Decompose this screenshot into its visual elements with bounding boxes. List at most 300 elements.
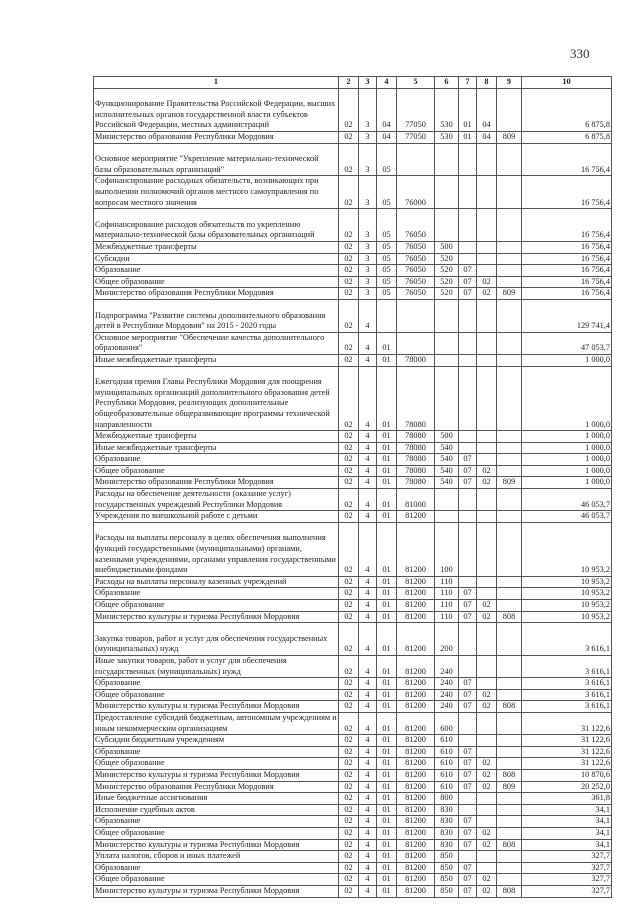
code-cell: 01 (377, 874, 397, 886)
code-cell: 81200 (397, 746, 435, 758)
code-cell (497, 588, 522, 600)
table-row (94, 781, 612, 793)
code-cell: 850 (435, 851, 459, 863)
code-cell: 3 (359, 265, 377, 277)
page-number: 330 (570, 46, 590, 61)
row-name-cell: Министерство образования Республики Мордовия (94, 131, 339, 143)
amount-cell: 327,7 (522, 862, 612, 874)
code-cell: 78080 (397, 442, 435, 454)
code-cell (459, 656, 477, 678)
code-cell: 81000 (397, 489, 435, 511)
table-row (94, 735, 612, 747)
code-cell: 01 (377, 735, 397, 747)
amount-cell: 327,7 (522, 885, 612, 897)
table-row (94, 885, 612, 897)
code-cell: 81200 (397, 689, 435, 701)
code-cell (459, 431, 477, 443)
code-cell (459, 354, 477, 366)
code-cell: 4 (359, 701, 377, 713)
code-cell (459, 511, 477, 523)
table-row (94, 851, 612, 863)
row-name-cell: Основное мероприятие "Обеспечение качества дополнительного образования" (94, 332, 339, 354)
code-cell (497, 176, 522, 209)
code-cell: 610 (435, 746, 459, 758)
table-row (94, 576, 612, 588)
amount-cell: 31 122,6 (522, 758, 612, 770)
table-row (94, 489, 612, 511)
code-cell: 240 (435, 701, 459, 713)
code-cell: 07 (459, 689, 477, 701)
code-cell: 01 (377, 489, 397, 511)
amount-cell: 6 875,8 (522, 131, 612, 143)
table-row (94, 713, 612, 735)
code-cell (477, 366, 497, 431)
amount-cell: 16 756,4 (522, 176, 612, 209)
row-name-cell: Министерство культуры и туризма Республики Мордовия (94, 885, 339, 897)
code-cell: 4 (359, 793, 377, 805)
code-cell: 76050 (397, 209, 435, 242)
code-cell: 4 (359, 746, 377, 758)
code-cell: 02 (477, 611, 497, 623)
code-cell (435, 354, 459, 366)
code-cell: 4 (359, 885, 377, 897)
code-cell (435, 176, 459, 209)
code-cell: 04 (477, 88, 497, 131)
code-cell: 808 (497, 769, 522, 781)
amount-cell: 361,8 (522, 793, 612, 805)
code-cell: 81200 (397, 623, 435, 656)
code-cell: 02 (339, 862, 359, 874)
table-row (94, 758, 612, 770)
code-cell: 540 (435, 477, 459, 489)
code-cell: 78080 (397, 366, 435, 431)
code-cell: 4 (359, 442, 377, 454)
code-cell: 02 (339, 623, 359, 656)
code-cell: 01 (377, 816, 397, 828)
table-row (94, 827, 612, 839)
code-cell: 81200 (397, 511, 435, 523)
code-cell: 808 (497, 611, 522, 623)
code-cell: 07 (459, 781, 477, 793)
row-name-cell: Иные межбюджетные трансферты (94, 354, 339, 366)
row-name-cell: Расходы на выплаты персоналу казенных учреждений (94, 576, 339, 588)
code-cell (497, 465, 522, 477)
table-row (94, 656, 612, 678)
table-row (94, 265, 612, 277)
code-cell: 81200 (397, 874, 435, 886)
code-cell: 01 (377, 588, 397, 600)
amount-cell: 327,7 (522, 874, 612, 886)
amount-cell: 34,1 (522, 839, 612, 851)
code-cell: 110 (435, 576, 459, 588)
code-cell: 01 (377, 678, 397, 690)
code-cell (497, 862, 522, 874)
code-cell: 3 (359, 276, 377, 288)
code-cell (497, 88, 522, 131)
table-row (94, 465, 612, 477)
table-row (94, 793, 612, 805)
code-cell (497, 600, 522, 612)
code-cell: 76050 (397, 265, 435, 277)
code-cell: 4 (359, 354, 377, 366)
code-cell: 81200 (397, 758, 435, 770)
code-cell (497, 454, 522, 466)
code-cell: 02 (339, 781, 359, 793)
row-name-cell: Общее образование (94, 758, 339, 770)
code-cell: 07 (459, 746, 477, 758)
code-cell: 02 (339, 366, 359, 431)
amount-cell: 10 953,2 (522, 522, 612, 576)
code-cell: 520 (435, 288, 459, 300)
code-cell: 07 (459, 477, 477, 489)
code-cell (497, 442, 522, 454)
code-cell (497, 804, 522, 816)
code-cell: 4 (359, 332, 377, 354)
code-cell: 530 (435, 88, 459, 131)
code-cell: 01 (459, 88, 477, 131)
code-cell: 02 (339, 442, 359, 454)
amount-cell: 16 756,4 (522, 288, 612, 300)
code-cell: 3 (359, 241, 377, 253)
amount-cell: 46 053,7 (522, 489, 612, 511)
code-cell: 4 (359, 454, 377, 466)
row-name-cell: Софинансирование расходных обязательств, возникающих при выполнении полномочий органов местного самоуправления по вопросам местного значения (94, 176, 339, 209)
row-name-cell: Образование (94, 454, 339, 466)
code-cell: 02 (339, 746, 359, 758)
code-cell: 07 (459, 874, 477, 886)
amount-cell: 16 756,4 (522, 253, 612, 265)
row-name-cell: Министерство культуры и туризма Республики Мордовия (94, 839, 339, 851)
code-cell: 4 (359, 862, 377, 874)
table-row (94, 431, 612, 443)
code-cell: 808 (497, 701, 522, 713)
row-name-cell: Основное мероприятие "Укрепление материально-технической базы образовательных организаций" (94, 143, 339, 176)
code-cell: 01 (377, 576, 397, 588)
code-cell: 02 (339, 477, 359, 489)
row-name-cell: Иные бюджетные ассигнования (94, 793, 339, 805)
table-row (94, 746, 612, 758)
code-cell: 808 (497, 839, 522, 851)
code-cell: 02 (477, 874, 497, 886)
code-cell (477, 735, 497, 747)
amount-cell: 129 741,4 (522, 299, 612, 332)
amount-cell: 327,7 (522, 851, 612, 863)
row-name-cell: Общее образование (94, 689, 339, 701)
code-cell: 520 (435, 265, 459, 277)
row-name-cell: Министерство культуры и туризма Республики Мордовия (94, 701, 339, 713)
code-cell: 02 (477, 769, 497, 781)
code-cell: 02 (477, 276, 497, 288)
code-cell: 110 (435, 600, 459, 612)
code-cell (477, 332, 497, 354)
table-row (94, 588, 612, 600)
code-cell (477, 299, 497, 332)
code-cell (477, 678, 497, 690)
table-row (94, 701, 612, 713)
code-cell: 02 (339, 143, 359, 176)
row-name-cell: Иные межбюджетные трансферты (94, 442, 339, 454)
code-cell (477, 442, 497, 454)
amount-cell: 31 122,6 (522, 746, 612, 758)
code-cell (435, 143, 459, 176)
code-cell: 02 (477, 758, 497, 770)
column-header: 3 (359, 77, 377, 89)
code-cell: 78000 (397, 354, 435, 366)
code-cell: 02 (339, 131, 359, 143)
code-cell: 4 (359, 522, 377, 576)
code-cell: 76050 (397, 276, 435, 288)
code-cell: 77050 (397, 88, 435, 131)
code-cell: 76050 (397, 253, 435, 265)
code-cell: 02 (339, 769, 359, 781)
code-cell (477, 713, 497, 735)
code-cell: 4 (359, 758, 377, 770)
code-cell (497, 851, 522, 863)
code-cell: 110 (435, 588, 459, 600)
row-name-cell: Субсидии бюджетным учреждениям (94, 735, 339, 747)
code-cell: 81200 (397, 781, 435, 793)
code-cell: 02 (339, 253, 359, 265)
table-row (94, 769, 612, 781)
code-cell: 02 (477, 781, 497, 793)
table-row (94, 600, 612, 612)
code-cell: 04 (377, 88, 397, 131)
amount-cell: 10 953,2 (522, 611, 612, 623)
code-cell: 02 (339, 611, 359, 623)
code-cell: 520 (435, 276, 459, 288)
table-row (94, 804, 612, 816)
code-cell: 809 (497, 288, 522, 300)
code-cell: 01 (377, 885, 397, 897)
amount-cell: 31 122,6 (522, 735, 612, 747)
code-cell: 02 (339, 288, 359, 300)
row-name-cell: Общее образование (94, 827, 339, 839)
row-name-cell: Образование (94, 816, 339, 828)
code-cell: 02 (339, 489, 359, 511)
code-cell: 01 (377, 354, 397, 366)
code-cell: 3 (359, 253, 377, 265)
code-cell: 610 (435, 769, 459, 781)
code-cell: 540 (435, 465, 459, 477)
amount-cell: 10 870,6 (522, 769, 612, 781)
code-cell: 850 (435, 885, 459, 897)
code-cell: 4 (359, 769, 377, 781)
code-cell (477, 793, 497, 805)
code-cell (459, 735, 477, 747)
row-name-cell: Министерство образования Республики Мордовия (94, 781, 339, 793)
table-row (94, 332, 612, 354)
amount-cell: 3 616,1 (522, 656, 612, 678)
code-cell: 4 (359, 576, 377, 588)
code-cell: 01 (377, 656, 397, 678)
column-header: 1 (94, 77, 339, 89)
code-cell: 78080 (397, 465, 435, 477)
code-cell: 81200 (397, 862, 435, 874)
amount-cell: 31 122,6 (522, 713, 612, 735)
table-row (94, 611, 612, 623)
code-cell (397, 299, 435, 332)
code-cell: 3 (359, 176, 377, 209)
table-row (94, 288, 612, 300)
code-cell: 07 (459, 758, 477, 770)
code-cell: 05 (377, 241, 397, 253)
row-name-cell: Образование (94, 678, 339, 690)
row-name-cell: Уплата налогов, сборов и иных платежей (94, 851, 339, 863)
code-cell: 05 (377, 143, 397, 176)
code-cell (459, 522, 477, 576)
code-cell: 01 (377, 332, 397, 354)
code-cell: 76050 (397, 241, 435, 253)
column-header: 4 (377, 77, 397, 89)
code-cell: 02 (477, 600, 497, 612)
table-row (94, 522, 612, 576)
code-cell (397, 332, 435, 354)
code-cell (477, 241, 497, 253)
table-row (94, 276, 612, 288)
code-cell (497, 746, 522, 758)
code-cell (477, 576, 497, 588)
amount-cell: 47 053,7 (522, 332, 612, 354)
row-name-cell: Функционирование Правительства Российской Федерации, высших исполнительных органов государственной власти субъектов Российской Федерации, местных администраций (94, 88, 339, 131)
code-cell (459, 713, 477, 735)
amount-cell: 34,1 (522, 827, 612, 839)
code-cell (497, 735, 522, 747)
code-cell: 07 (459, 769, 477, 781)
code-cell: 02 (477, 465, 497, 477)
code-cell (477, 522, 497, 576)
code-cell: 01 (377, 431, 397, 443)
amount-cell: 1 000,0 (522, 442, 612, 454)
row-name-cell: Общее образование (94, 874, 339, 886)
code-cell: 78080 (397, 477, 435, 489)
table-row (94, 689, 612, 701)
code-cell: 07 (459, 862, 477, 874)
code-cell: 02 (339, 176, 359, 209)
code-cell: 02 (477, 689, 497, 701)
code-cell: 830 (435, 827, 459, 839)
code-cell: 02 (339, 454, 359, 466)
code-cell: 07 (459, 288, 477, 300)
code-cell: 02 (339, 839, 359, 851)
code-cell (459, 366, 477, 431)
code-cell: 02 (339, 431, 359, 443)
code-cell (497, 276, 522, 288)
code-cell: 01 (377, 366, 397, 431)
code-cell: 4 (359, 678, 377, 690)
code-cell: 01 (377, 454, 397, 466)
code-cell: 01 (377, 600, 397, 612)
code-cell: 81200 (397, 678, 435, 690)
amount-cell: 1 000,0 (522, 366, 612, 431)
amount-cell: 10 953,2 (522, 588, 612, 600)
code-cell: 600 (435, 713, 459, 735)
row-name-cell: Образование (94, 588, 339, 600)
code-cell: 830 (435, 816, 459, 828)
code-cell (459, 442, 477, 454)
code-cell: 07 (459, 276, 477, 288)
code-cell: 4 (359, 735, 377, 747)
code-cell (435, 366, 459, 431)
code-cell: 4 (359, 839, 377, 851)
code-cell: 4 (359, 713, 377, 735)
column-header: 6 (435, 77, 459, 89)
code-cell: 81200 (397, 885, 435, 897)
code-cell: 4 (359, 816, 377, 828)
code-cell: 07 (459, 600, 477, 612)
row-name-cell: Министерство образования Республики Мордовия (94, 288, 339, 300)
code-cell: 01 (377, 477, 397, 489)
code-cell: 610 (435, 735, 459, 747)
amount-cell: 3 616,1 (522, 701, 612, 713)
code-cell (459, 332, 477, 354)
table-header-row (94, 77, 612, 89)
code-cell: 02 (339, 793, 359, 805)
code-cell (459, 241, 477, 253)
code-cell: 76050 (397, 288, 435, 300)
code-cell: 02 (477, 885, 497, 897)
code-cell: 81200 (397, 522, 435, 576)
code-cell: 240 (435, 656, 459, 678)
code-cell: 02 (339, 816, 359, 828)
code-cell (497, 758, 522, 770)
code-cell: 4 (359, 366, 377, 431)
row-name-cell: Предоставление субсидий бюджетным, автономным учреждениям и иным некоммерческим организациям (94, 713, 339, 735)
code-cell: 02 (339, 758, 359, 770)
code-cell: 05 (377, 209, 397, 242)
code-cell: 77050 (397, 131, 435, 143)
row-name-cell: Расходы на выплаты персоналу в целях обеспечения выполнения функций государственными (муниципальными) органами, казенными учреждениями, органами управления государственными внебюджетными фондами (94, 522, 339, 576)
amount-cell: 1 000,0 (522, 454, 612, 466)
row-name-cell: Образование (94, 265, 339, 277)
code-cell: 81200 (397, 851, 435, 863)
code-cell: 81200 (397, 804, 435, 816)
amount-cell: 46 053,7 (522, 511, 612, 523)
code-cell (497, 332, 522, 354)
code-cell: 02 (339, 678, 359, 690)
code-cell: 01 (377, 623, 397, 656)
code-cell: 02 (477, 701, 497, 713)
code-cell: 520 (435, 253, 459, 265)
row-name-cell: Межбюджетные трансферты (94, 431, 339, 443)
code-cell: 81200 (397, 793, 435, 805)
code-cell: 02 (339, 885, 359, 897)
code-cell: 81200 (397, 701, 435, 713)
row-name-cell: Общее образование (94, 465, 339, 477)
code-cell: 01 (377, 781, 397, 793)
table-row (94, 623, 612, 656)
code-cell (477, 804, 497, 816)
table-row (94, 354, 612, 366)
code-cell (497, 143, 522, 176)
code-cell: 07 (459, 827, 477, 839)
code-cell: 610 (435, 758, 459, 770)
code-cell: 540 (435, 442, 459, 454)
code-cell: 07 (459, 701, 477, 713)
code-cell: 4 (359, 465, 377, 477)
code-cell: 02 (339, 241, 359, 253)
code-cell (459, 623, 477, 656)
code-cell (477, 489, 497, 511)
amount-cell: 34,1 (522, 816, 612, 828)
code-cell: 01 (377, 827, 397, 839)
code-cell: 05 (377, 276, 397, 288)
code-cell: 3 (359, 288, 377, 300)
code-cell: 4 (359, 689, 377, 701)
row-name-cell: Образование (94, 862, 339, 874)
column-header: 10 (522, 77, 612, 89)
column-header: 7 (459, 77, 477, 89)
code-cell: 830 (435, 804, 459, 816)
